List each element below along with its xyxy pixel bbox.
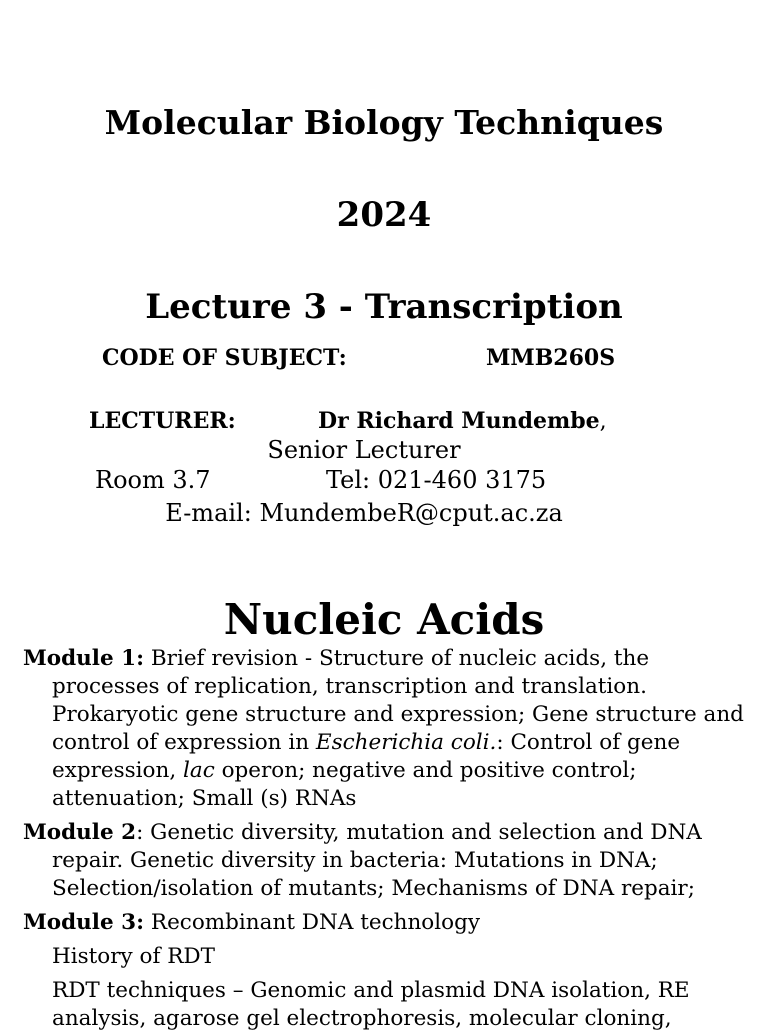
- document-year: 2024: [336, 195, 432, 235]
- module-1-text-a: Brief revision - Structure of nucleic acids, the processes of replication, transcription and translation. Prokaryotic gene structure and expression; Gene structure and control of expression in: [52, 646, 744, 755]
- subject-code-value: MMB260S: [486, 345, 616, 371]
- module-list: [23, 645, 753, 1033]
- lecturer-name-comma: ,: [599, 409, 607, 434]
- lecturer-position: Senior Lecturer: [267, 436, 461, 464]
- module-3: [23, 909, 753, 937]
- module-3-label: Module 3:: [23, 910, 145, 935]
- module-1-label: Module 1:: [23, 646, 145, 671]
- lecturer-email: E-mail: MundembeR@cput.ac.za: [165, 499, 563, 527]
- lecturer-name: Dr Richard Mundembe: [318, 408, 600, 434]
- lecturer-telephone: Tel: 021-460 3175: [326, 466, 547, 494]
- module-1-organism: Escherichia coli.: [315, 730, 497, 755]
- subject-code-label: CODE OF SUBJECT:: [102, 345, 347, 371]
- module-3-subitem-history: History of RDT: [52, 944, 216, 969]
- module-3-subitem-techniques: RDT techniques – Genomic and plasmid DNA isolation, RE analysis, agarose gel electrophoresis, molecular cloning,: [52, 978, 690, 1031]
- lecturer-room: Room 3.7: [95, 466, 211, 494]
- module-2-text: : Genetic diversity, mutation and selection and DNA repair. Genetic diversity in bacteria: Mutations in DNA; Selection/isolation of mutants; Mechanisms of DNA repair;: [52, 820, 702, 901]
- module-1-operon: lac: [183, 758, 215, 783]
- lecturer-label: LECTURER:: [89, 408, 236, 434]
- section-heading: Nucleic Acids: [223, 595, 545, 644]
- module-3-text: Recombinant DNA technology: [144, 910, 480, 935]
- module-2-label: Module 2: [23, 820, 137, 845]
- module-2: [23, 819, 753, 903]
- lecturer-name-line: [318, 408, 607, 434]
- module-1-text-b: : Control of gene expression,: [52, 730, 681, 783]
- document-title: Molecular Biology Techniques: [104, 103, 664, 142]
- lecture-title: Lecture 3 - Transcription: [145, 287, 623, 327]
- module-1-text-c: operon; negative and positive control; attenuation; Small (s) RNAs: [52, 758, 637, 811]
- module-1: [23, 645, 753, 813]
